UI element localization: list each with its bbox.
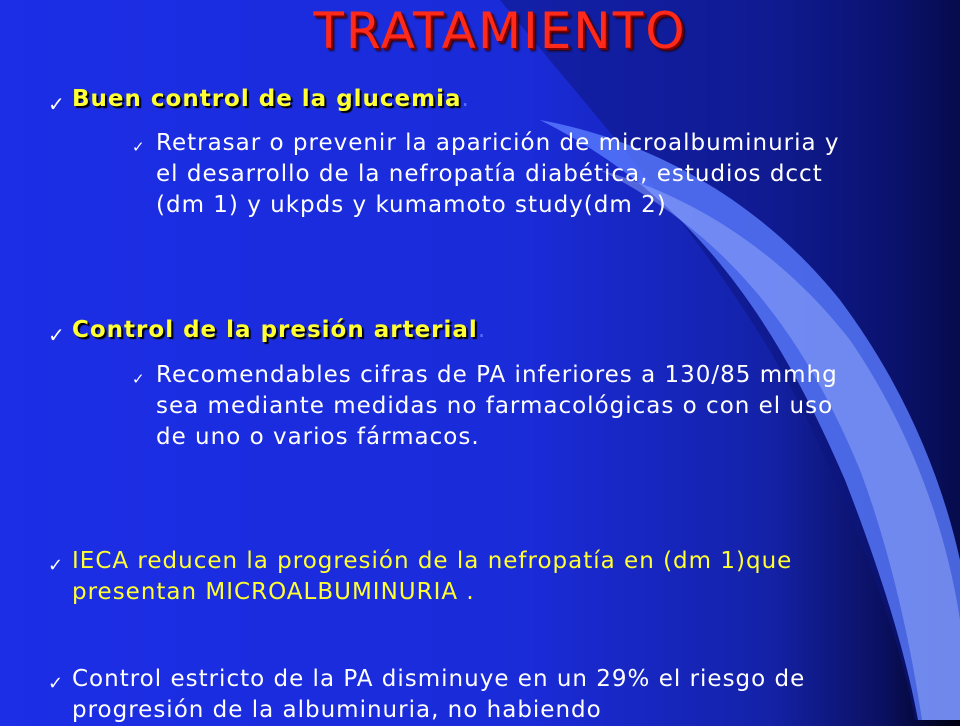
- heading-trail: .: [461, 86, 470, 112]
- checkmark-icon: ✓: [48, 323, 65, 347]
- heading-trail: .: [477, 317, 487, 343]
- checkmark-icon: ✓: [48, 673, 64, 694]
- bullet-heading: Buen control de la glucemia: [72, 86, 462, 112]
- bullet-heading: Control de la presión arterial: [72, 317, 478, 343]
- bullet-ieca: IECA reducen la progresión de la nefropatía en (dm 1)que presentan MICROALBUMINURIA .: [72, 548, 793, 605]
- checkmark-icon: ✓: [48, 92, 65, 116]
- sub-bullet-glucemia-detail: Retrasar o prevenir la aparición de microalbuminuria y el desarrollo de la nefropatía diabética, estudios dcct (dm 1) y ukpds y kumamoto study(dm 2): [156, 130, 840, 218]
- checkmark-icon: ✓: [48, 555, 64, 576]
- checkmark-icon: ✓: [132, 138, 145, 156]
- bullet-glucemia: [72, 84, 470, 115]
- slide-title: TRATAMIENTO: [313, 2, 687, 60]
- bullet-presion: [72, 315, 486, 346]
- sub-bullet-presion-detail: Recomendables cifras de PA inferiores a 130/85 mmhg sea mediante medidas no farmacológicas o con el uso de uno o varios fármacos.: [156, 362, 838, 450]
- bullet-control-estricto: Control estricto de la PA disminuye en un 29% el riesgo de progresión de la albuminuria, no habiendo: [72, 666, 806, 723]
- checkmark-icon: ✓: [132, 370, 145, 388]
